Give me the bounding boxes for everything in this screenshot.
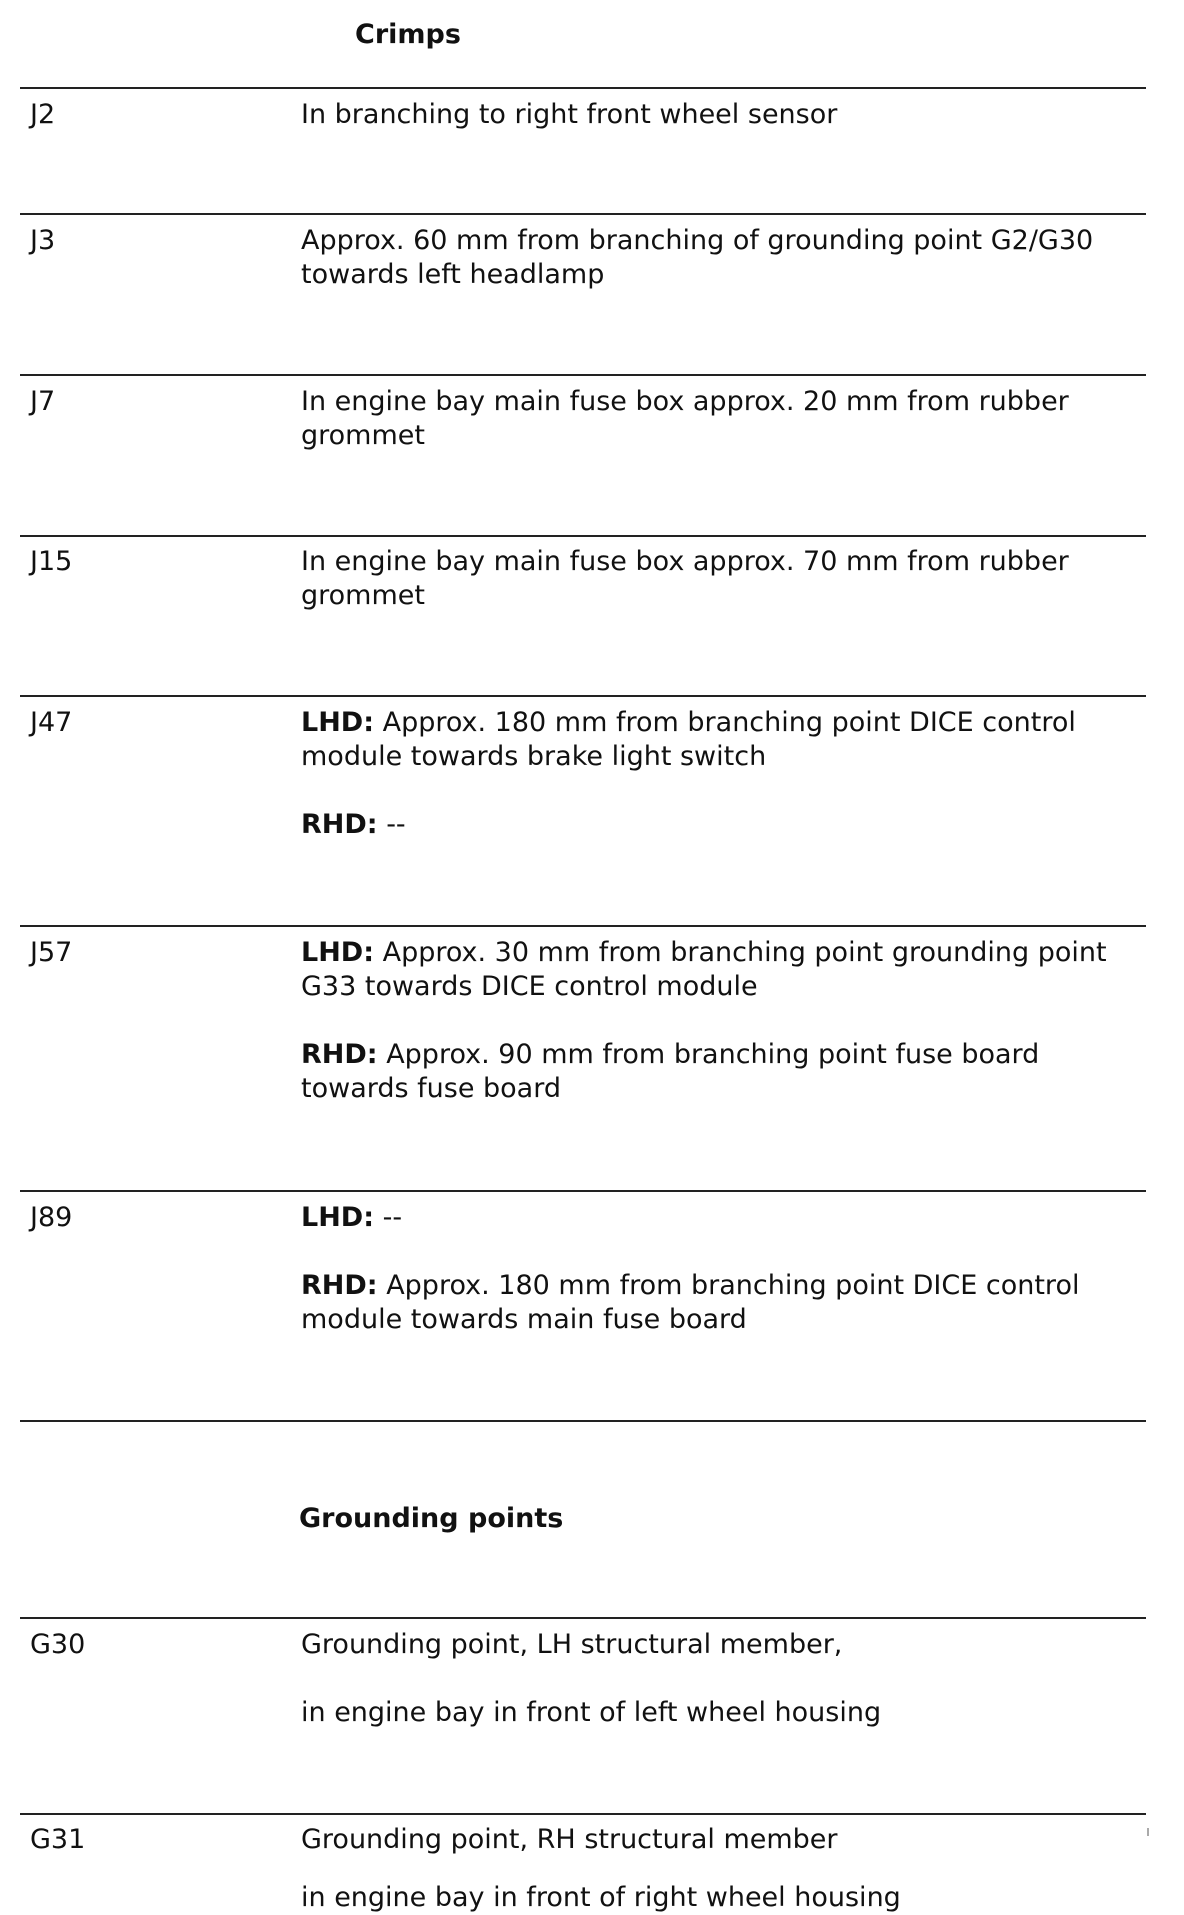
crimp-description [301, 385, 1146, 453]
crimp-description [301, 1201, 1146, 1337]
grounding-points-heading: Grounding points [299, 1503, 564, 1534]
crimp-code: J47 [30, 707, 73, 738]
description-line: In branching to right front wheel sensor [301, 99, 838, 130]
table-rule [20, 1190, 1146, 1192]
grounding-description [301, 1628, 1146, 1730]
table-rule [20, 535, 1146, 537]
description-text: Approx. 90 mm from branching point fuse board towards fuse board [301, 1039, 1040, 1104]
table-rule [20, 213, 1146, 215]
table-rule [20, 1420, 1146, 1422]
crimp-code: J2 [30, 99, 56, 130]
description-line: Grounding point, LH structural member, [301, 1629, 843, 1660]
description-line [301, 1038, 1146, 1106]
table-rule [20, 925, 1146, 927]
description-line: Approx. 60 mm from branching of grounding point G2/G30 towards left headlamp [301, 225, 1094, 290]
description-text: Approx. 180 mm from branching point DICE control module towards brake light switch [301, 707, 1076, 772]
rhd-label: RHD: [301, 809, 378, 840]
table-rule [20, 1813, 1146, 1815]
crimp-description [301, 98, 1146, 132]
description-line [301, 936, 1146, 1004]
crimps-heading: Crimps [355, 19, 461, 50]
lhd-label: LHD: [301, 937, 375, 968]
lhd-label: LHD: [301, 707, 375, 738]
description-line [301, 706, 1146, 774]
grounding-code: G31 [30, 1824, 86, 1855]
scan-mark [1147, 1828, 1149, 1836]
table-rule [20, 695, 1146, 697]
description-line: In engine bay main fuse box approx. 70 mm from rubber grommet [301, 546, 1069, 611]
description-text: Approx. 30 mm from branching point grounding point G33 towards DICE control module [301, 937, 1107, 1002]
description-text: Approx. 180 mm from branching point DICE control module towards main fuse board [301, 1270, 1080, 1335]
description-line [301, 1201, 1146, 1235]
description-line: in engine bay in front of left wheel housing [301, 1697, 882, 1728]
crimp-description [301, 706, 1146, 842]
crimp-code: J3 [30, 225, 56, 256]
table-rule [20, 1617, 1146, 1619]
crimp-description [301, 545, 1146, 613]
grounding-description [301, 1823, 1146, 1915]
description-line [301, 808, 1146, 842]
description-text: -- [377, 809, 406, 840]
table-rule [20, 87, 1146, 89]
description-text: -- [374, 1202, 403, 1233]
crimp-code: J89 [30, 1202, 73, 1233]
description-line: Grounding point, RH structural member [301, 1824, 838, 1855]
grounding-code: G30 [30, 1629, 86, 1660]
description-line: in engine bay in front of right wheel housing [301, 1882, 901, 1913]
rhd-label: RHD: [301, 1270, 378, 1301]
crimp-description [301, 224, 1146, 292]
description-line [301, 1269, 1146, 1337]
rhd-label: RHD: [301, 1039, 378, 1070]
description-line: In engine bay main fuse box approx. 20 mm from rubber grommet [301, 386, 1069, 451]
crimp-code: J15 [30, 546, 73, 577]
table-rule [20, 374, 1146, 376]
lhd-label: LHD: [301, 1202, 375, 1233]
crimp-code: J57 [30, 937, 73, 968]
crimp-description [301, 936, 1146, 1106]
crimp-code: J7 [30, 386, 56, 417]
